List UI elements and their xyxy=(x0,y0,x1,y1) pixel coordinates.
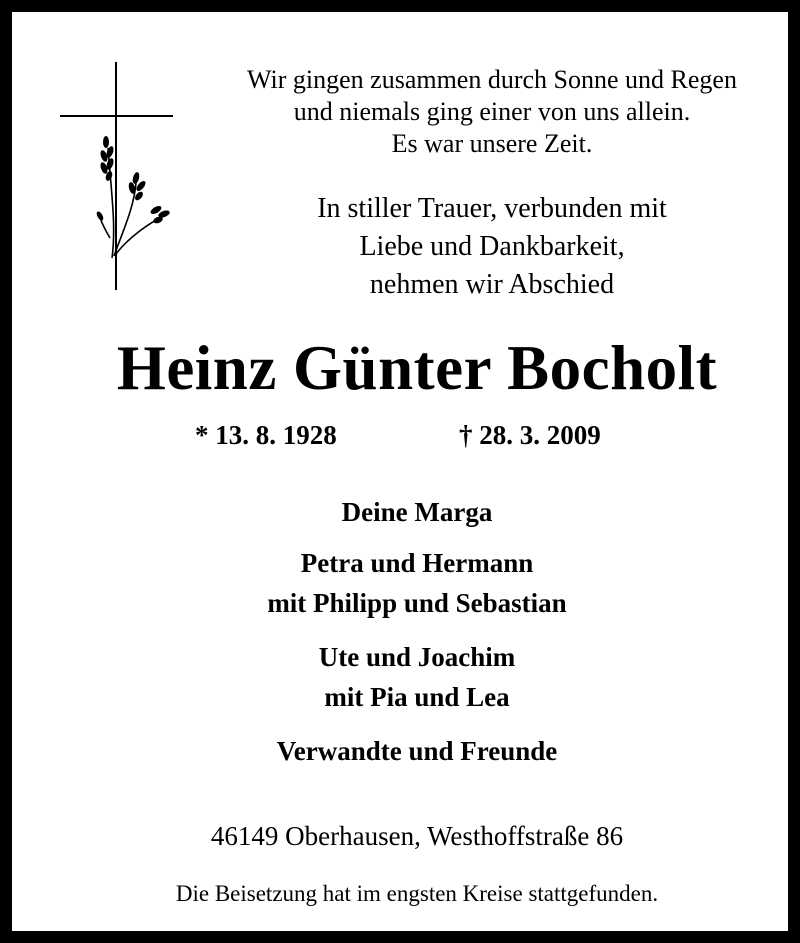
poem-line: und niemals ging einer von uns allein. xyxy=(293,97,691,126)
deceased-name: Heinz Günter Bocholt xyxy=(116,333,718,403)
family-line: mit Philipp und Sebastian xyxy=(267,588,567,618)
family-relatives: Verwandte und Freunde xyxy=(276,736,558,766)
family-line: Petra und Hermann xyxy=(300,548,534,578)
cross-horizontal-bar xyxy=(60,115,173,117)
birth-date: * 13. 8. 1928 xyxy=(195,420,337,450)
address: 46149 Oberhausen, Westhoffstraße 86 xyxy=(210,821,624,851)
family-group-1 xyxy=(112,543,722,623)
mourning-line: nehmen wir Abschied xyxy=(369,269,615,300)
poem-line: Es war unsere Zeit. xyxy=(391,129,593,158)
family-group-2 xyxy=(112,637,722,717)
mourning-text xyxy=(242,190,742,304)
family-wife: Deine Marga xyxy=(341,497,493,527)
mourning-line: In stiller Trauer, verbunden mit xyxy=(317,193,667,224)
mourning-line: Liebe und Dankbarkeit, xyxy=(359,231,625,262)
family-line: Ute und Joachim xyxy=(318,642,516,672)
wheat-icon xyxy=(94,128,174,268)
poem xyxy=(202,64,782,160)
death-date: † 28. 3. 2009 xyxy=(459,420,601,450)
burial-note: Die Beisetzung hat im engsten Kreise stattgefunden. xyxy=(175,881,659,906)
poem-line: Wir gingen zusammen durch Sonne und Regen xyxy=(247,65,737,94)
family-line: mit Pia und Lea xyxy=(324,682,510,712)
